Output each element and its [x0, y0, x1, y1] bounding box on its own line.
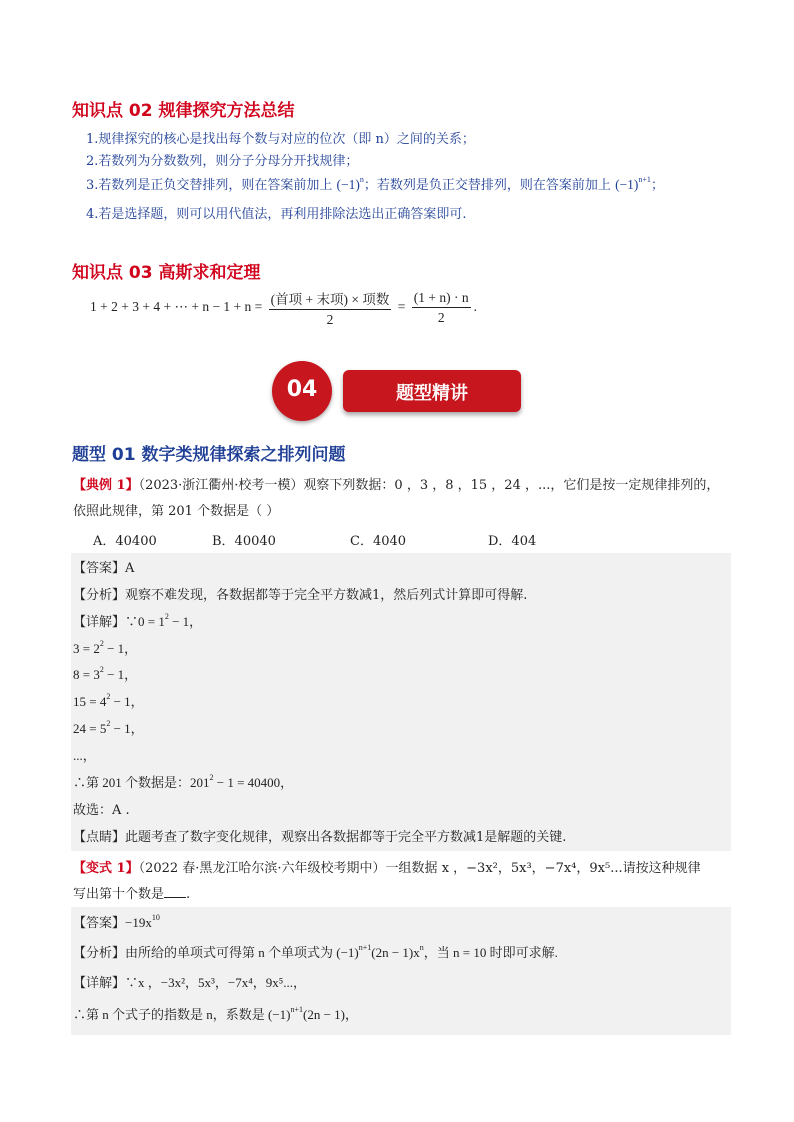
- type01-title: 题型 01 数字类规律探索之排列问题: [72, 445, 346, 465]
- example-1-tag: 【典例 1】: [73, 478, 139, 493]
- step-1: $3 = 2^2 - 1$，: [73, 639, 138, 656]
- final-2: ∴第 n 个式子的指数是 n，系数是 $(-1)^{n+1}(2n - 1)$，: [73, 1005, 359, 1022]
- answer-blank: [164, 897, 186, 898]
- step-3: $15 = 4^2 - 1$，: [73, 692, 144, 709]
- option-a: A．40400: [93, 534, 157, 549]
- step-4: $24 = 5^2 - 1$，: [73, 719, 144, 736]
- option-c: C．4040: [350, 534, 407, 549]
- kp02-item-3-math-1: $(-1)^n$: [336, 175, 364, 192]
- answer-2: 【答案】$-19x^{10}$: [73, 913, 160, 930]
- gauss-fraction-1: $\frac{\text{(首项 + 末项) × 项数}}{2}$: [269, 288, 392, 328]
- gauss-equals: =: [397, 299, 406, 315]
- gauss-formula: [90, 288, 477, 328]
- analysis-2: 【分析】由所给的单项式可得第 n 个单项式为 $(-1)^{n+1}(2n - 1)x^n$，当 n = 10 时即可求解.: [73, 943, 558, 960]
- step-2: $8 = 3^2 - 1$，: [73, 665, 138, 682]
- variant-1-tag: 【变式 1】: [73, 861, 139, 876]
- detail-1: 【详解】∵0 = $1^2 - 1$，: [73, 612, 203, 629]
- choose-1: 故选：A .: [73, 803, 130, 818]
- kp02-title: 知识点 02 规律探究方法总结: [72, 101, 295, 121]
- comment-1: 【点睛】此题考查了数字变化规律，观察出各数据都等于完全平方数减1是解题的关键.: [73, 830, 567, 845]
- kp03-title: 知识点 03 高斯求和定理: [72, 263, 261, 283]
- option-d: D．404: [488, 534, 537, 549]
- kp02-item-1: 1.规律探究的核心是找出每个数与对应的位次（即 n）之间的关系；: [86, 132, 475, 147]
- kp02-item-4: 4.若是选择题，则可以用代值法，再利用排除法选出正确答案即可.: [86, 207, 467, 222]
- analysis-1: 【分析】观察不难发现，各数据都等于完全平方数减1，然后列式计算即可得解.: [73, 588, 528, 603]
- kp02-item-2: 2.若数列为分数数列，则分子分母分开找规律；: [86, 154, 359, 169]
- gauss-end: .: [473, 299, 477, 315]
- option-b: B．40040: [212, 534, 276, 549]
- section-number-badge: 04: [272, 361, 332, 421]
- result-1: ∴第 201 个数据是：$201^2 - 1 = 40400$，: [73, 773, 294, 790]
- kp02-item-3: [86, 174, 664, 193]
- kp02-item-3-text-a: 3.若数列是正负交替排列，则在答案前加上: [86, 178, 333, 193]
- gauss-formula-left: 1 + 2 + 3 + 4 + ⋯ + n − 1 + n =: [90, 299, 263, 315]
- answer-1: 【答案】A: [73, 561, 135, 576]
- variant-1-text-1: （2022 春·黑龙江哈尔滨·六年级校考期中）一组数据 x ，−3x²，5x³，−7x⁴，9x⁵...请按这种规律: [138, 861, 701, 876]
- kp02-item-3-text-c: ；: [650, 178, 664, 193]
- section-label-badge: 题型精讲: [343, 370, 521, 412]
- kp02-item-3-math-2: $(-1)^{n+1}$: [615, 175, 651, 192]
- example-1-line-2: 依照此规律，第 201 个数据是（ ）: [73, 504, 280, 519]
- example-1-line-1: [73, 474, 719, 493]
- example-1-text-1: （2023·浙江衢州·校考一模）观察下列数据：0 ，3 ，8 ，15 ，24 ，...，它们是按一定规律排列的，: [138, 478, 720, 493]
- step-dots: ...，: [73, 748, 96, 763]
- gauss-fraction-2: $\frac{(1 + n) \cdot n}{2}$: [413, 290, 469, 325]
- detail-2: 【详解】∵x ，−3x²，5x³，−7x⁴，9x⁵...，: [73, 975, 307, 990]
- variant-1-line-2: 写出第十个数是 .: [73, 887, 191, 902]
- variant-1-line-1: [73, 857, 701, 876]
- kp02-item-3-text-b: ；若数列是负正交替排列，则在答案前加上: [363, 178, 611, 193]
